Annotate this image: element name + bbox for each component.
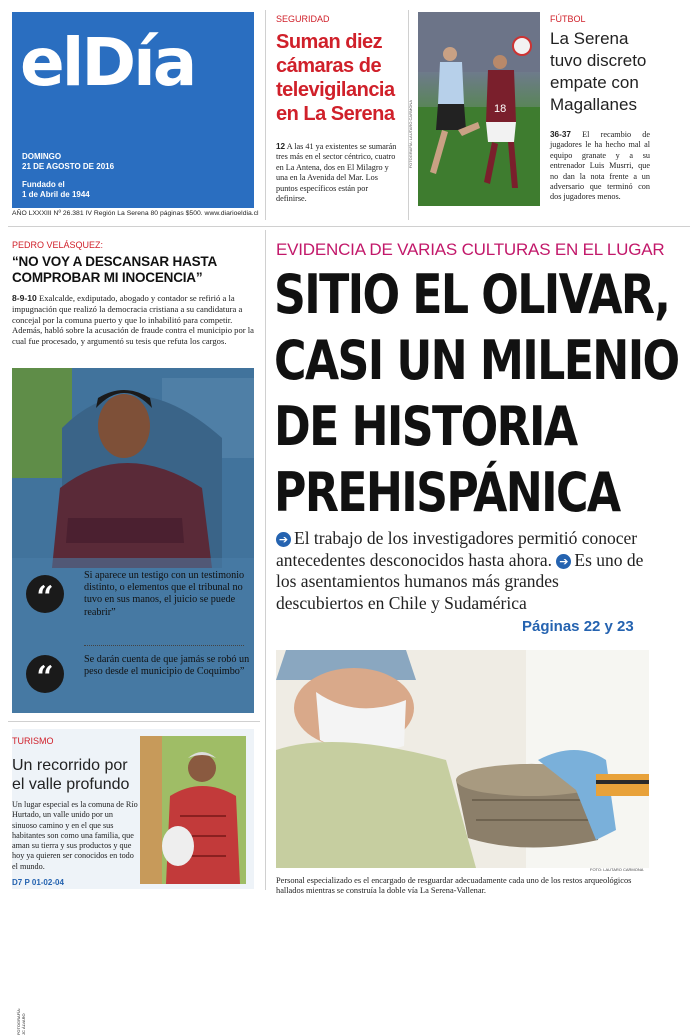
founded-date: 1 de Abril de 1944 bbox=[22, 190, 90, 199]
main-story-kicker: EVIDENCIA DE VARIAS CULTURAS EN EL LUGAR bbox=[276, 240, 665, 259]
main-story-page-ref[interactable]: Páginas 22 y 23 bbox=[522, 618, 634, 635]
masthead bbox=[12, 12, 254, 208]
arrow-right-icon: ➔ bbox=[556, 554, 571, 569]
seguridad-page-ref[interactable]: 12 bbox=[276, 142, 286, 151]
headline-line: PREHISPÁNICA bbox=[274, 461, 620, 524]
headline-line: SITIO EL OLIVAR, bbox=[274, 263, 670, 326]
pedro-quote-2: Se darán cuenta de que jamás se robó un peso desde el municipio de Coquimbo” bbox=[84, 654, 250, 678]
date-text: 21 DE AGOSTO DE 2016 bbox=[22, 162, 115, 171]
futbol-photo-credit: FOTOGRAFÍA: LAUTARO CARMONA bbox=[408, 100, 413, 169]
day-of-week: DOMINGO bbox=[22, 152, 62, 161]
archaeologist-illustration bbox=[276, 650, 649, 868]
jersey-number: 18 bbox=[494, 103, 507, 115]
seguridad-body: A las 41 ya existentes se sumarán tres más en el sector céntrico, cuatro en La Antena, dos en El Milagro y una en la Avenida del Mar. Los puntos específicos están por definirse. bbox=[276, 142, 397, 204]
section-divider bbox=[8, 226, 690, 227]
turismo-body: Un lugar especial es la comuna de Río Hurtado, un valle unido por un sinuoso camino y en el que sus habitantes son como una familia, que aman su tierra y sus productos y que hoy ya quieren ser conocidos en todo el mundo. bbox=[12, 800, 138, 871]
edition-date bbox=[22, 152, 114, 172]
pedro-page-ref[interactable]: 8-9-10 bbox=[12, 293, 37, 303]
turismo-headline[interactable]: Un recorrido por el valle profundo bbox=[12, 757, 130, 793]
quote-icon: “ bbox=[26, 575, 64, 613]
clay-vessel-icon bbox=[162, 826, 194, 866]
seguridad-kicker: SEGURIDAD bbox=[276, 14, 330, 24]
futbol-page-ref[interactable]: 36-37 bbox=[550, 130, 571, 139]
arrow-right-icon: ➔ bbox=[276, 532, 291, 547]
column-divider bbox=[265, 10, 266, 220]
subhead-1: El trabajo de los investigadores permitió conocer antecedentes desconocidos hasta ahora. bbox=[276, 528, 638, 570]
pedro-headline[interactable]: “NO VOY A DESCANSAR HASTA COMPROBAR MI INOCENCIA” bbox=[12, 254, 217, 285]
futbol-body: El recambio de jugadores le ha hecho mal al equipo granate y a su entrenador Luis Musrri, que no dan la nota frente a un adversario que terminó con dos jugadores menos. bbox=[550, 130, 651, 202]
main-story-photo[interactable] bbox=[276, 650, 649, 868]
main-photo-caption: Personal especializado es el encargado de resguardar adecuadamente cada uno de los restos arqueológicos hallados mientras se construía la doble vía La Serena-Vallenar. bbox=[276, 876, 632, 896]
headline-line: DE HISTORIA bbox=[274, 395, 577, 458]
main-photo-credit: FOTO: LAUTARO CARMONA bbox=[590, 867, 644, 872]
pedro-summary bbox=[12, 293, 256, 347]
newspaper-logo[interactable]: elDía bbox=[20, 24, 195, 101]
headline-line: CASI UN MILENIO bbox=[274, 329, 679, 392]
pedro-kicker: PEDRO VELÁSQUEZ: bbox=[12, 240, 104, 250]
subhead-2: Es uno de los asentamientos humanos más grandes descubiertos en Chile y Sudamérica bbox=[276, 549, 644, 613]
quote-divider bbox=[84, 645, 244, 646]
turismo-kicker: TURISMO bbox=[12, 736, 54, 746]
ball-icon bbox=[513, 37, 531, 55]
futbol-photo[interactable] bbox=[418, 12, 540, 206]
soccer-players-illustration bbox=[418, 12, 540, 206]
column-divider bbox=[265, 230, 266, 890]
main-story-subhead bbox=[276, 528, 648, 614]
quote-icon: “ bbox=[26, 655, 64, 693]
publication-info: AÑO LXXXIII Nº 26.381 IV Región La Serena 80 páginas $500. www.diarioeldia.cl bbox=[12, 210, 259, 217]
section-divider bbox=[8, 721, 260, 722]
elder-man-illustration bbox=[140, 736, 246, 884]
futbol-kicker: FÚTBOL bbox=[550, 14, 586, 24]
pedro-body: Exalcalde, exdiputado, abogado y contador se refirió a la impugnación que realizó la democracia cristiana a su candidatura a concejal por la comuna puerto y que lo inhabilitó para competir. Además, habló sobre la acusación de fraude contra el municipio por la cual fue procesado, y argumentó su tesis que refuta los cargos. bbox=[12, 293, 254, 347]
seguridad-headline[interactable]: Suman diez cámaras de televigilancia en La Serena bbox=[276, 31, 395, 125]
seguridad-summary bbox=[276, 142, 400, 204]
turismo-photo[interactable] bbox=[140, 736, 246, 884]
futbol-headline[interactable]: La Serena tuvo discreto empate con Magallanes bbox=[550, 29, 647, 114]
pedro-photo-credit: FOTOGRAFÍA: JC ÁLVARO bbox=[16, 1008, 26, 1035]
pedro-quote-1: Si aparece un testigo con un testimonio distinto, o elementos que el tribunal no tuvo en sus manos, el juicio se puede reabrir” bbox=[84, 570, 245, 618]
main-headline[interactable] bbox=[274, 262, 679, 526]
founded-info bbox=[22, 180, 90, 200]
founded-label: Fundado el bbox=[22, 180, 65, 189]
turismo-page-ref[interactable]: D7 P 01-02-04 bbox=[12, 878, 64, 887]
futbol-summary bbox=[550, 130, 650, 203]
